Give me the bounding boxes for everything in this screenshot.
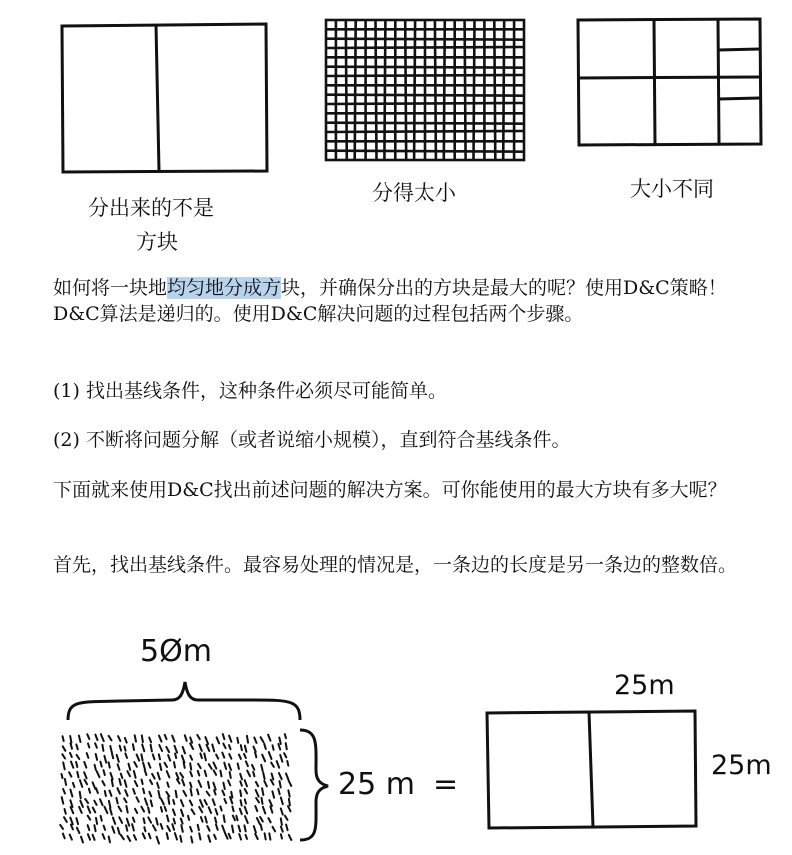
intro-text-rest: 块，并确保分出的方块是最大的呢？使用D&C策略！D&C算法是递归的。使用D&C解决问题的过程包括两个步骤。 [53,277,727,325]
top-brace [68,682,300,720]
width-label: 5Øm [140,634,212,669]
rect-two-halves [62,24,267,172]
side-brace [300,730,328,840]
height-label: 25 m [338,767,415,802]
highlighted-text: 均匀地分成方 [167,277,282,299]
equals-sign: = [433,767,459,802]
top-figure [0,0,792,260]
step-1: (1) 找出基线条件，这种条件必须尽可能简单。 [53,380,447,402]
two-squares [487,711,696,828]
land-plot-texture [60,734,291,844]
paragraph-base-case: 首先，找出基线条件。最容易处理的情况是，一条边的长度是另一条边的整数倍。 [53,554,738,576]
step-2: (2) 不断将问题分解（或者说缩小规模），直到符合基线条件。 [53,429,571,451]
square-top-label: 25m [614,670,675,701]
paragraph-intro [53,275,768,327]
paragraph-question: 下面就来使用D&C找出前述问题的解决方案。可你能使用的最大方块有多大呢？ [53,479,727,501]
square-side-label: 25m [711,750,772,781]
rect-fine-grid [326,20,524,160]
caption-not-square-line1: 分出来的不是 [88,196,214,220]
rect-uneven-pieces [578,19,761,145]
intro-text-start: 如何将一块地 [53,277,168,299]
caption-not-square-line2: 方块 [136,230,178,254]
caption-too-small: 分得太小 [372,181,456,205]
caption-different-sizes: 大小不同 [630,177,714,201]
